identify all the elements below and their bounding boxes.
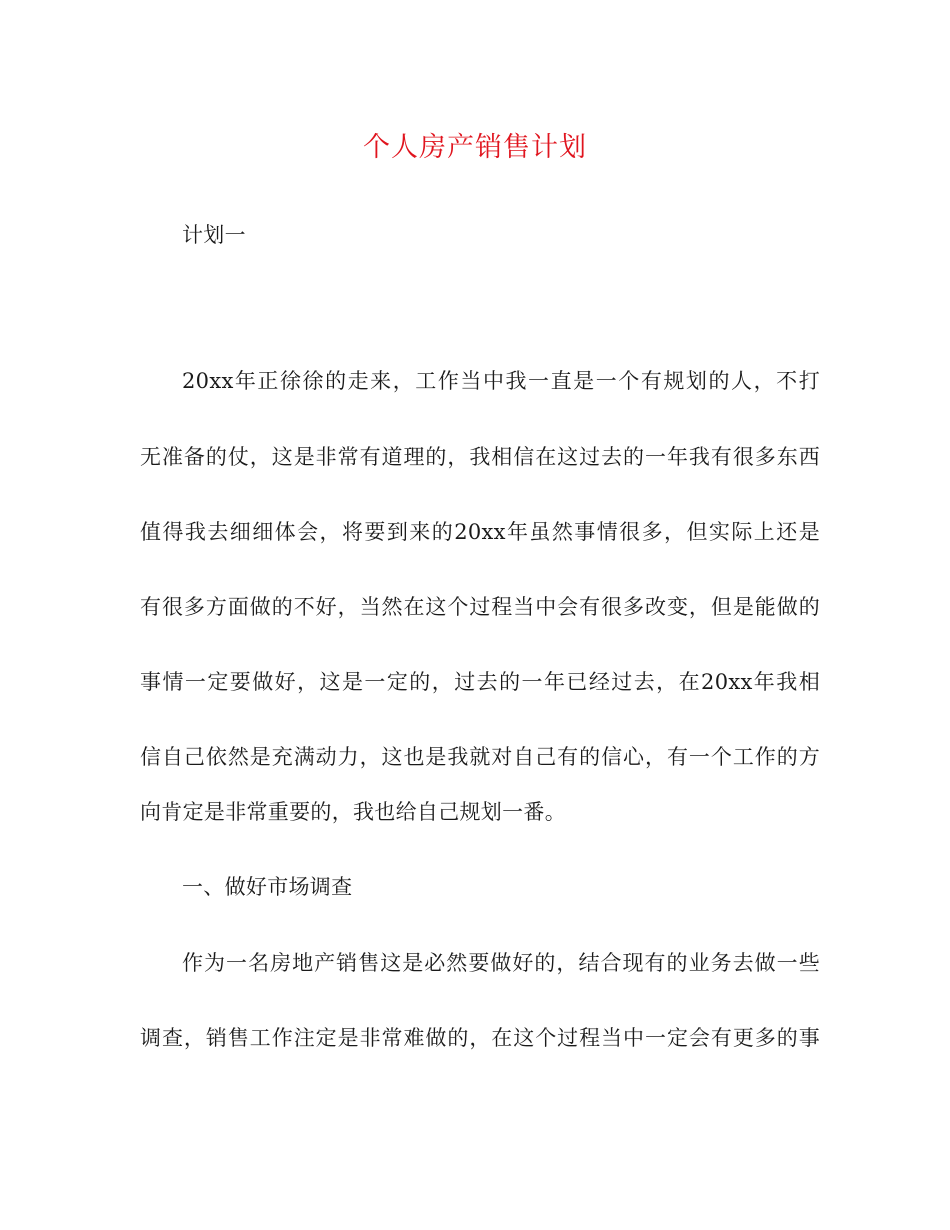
paragraph-line: 信自己依然是充满动力，这也是我就对自己有的信心，有一个工作的方 (140, 745, 820, 769)
paragraph-line: 值得我去细细体会，将要到来的20xx年虽然事情很多，但实际上还是 (140, 520, 820, 544)
paragraph-line: 作为一名房地产销售这是必然要做好的，结合现有的业务去做一些 (182, 951, 820, 975)
paragraph-line: 向肯定是非常重要的，我也给自己规划一番。 (140, 800, 566, 824)
section-label: 计划一 (182, 223, 246, 247)
document-title: 个人房产销售计划 (363, 132, 587, 163)
paragraph-line: 调查，销售工作注定是非常难做的，在这个过程当中一定会有更多的事 (140, 1026, 820, 1050)
paragraph-line: 无准备的仗，这是非常有道理的，我相信在这过去的一年我有很多东西 (140, 445, 820, 469)
paragraph-line: 20xx年正徐徐的走来，工作当中我一直是一个有规划的人，不打 (182, 369, 820, 393)
section-heading: 一、做好市场调查 (182, 875, 353, 899)
paragraph-line: 有很多方面做的不好，当然在这个过程当中会有很多改变，但是能做的 (140, 595, 820, 619)
paragraph-line: 事情一定要做好，这是一定的，过去的一年已经过去，在20xx年我相 (140, 670, 820, 694)
